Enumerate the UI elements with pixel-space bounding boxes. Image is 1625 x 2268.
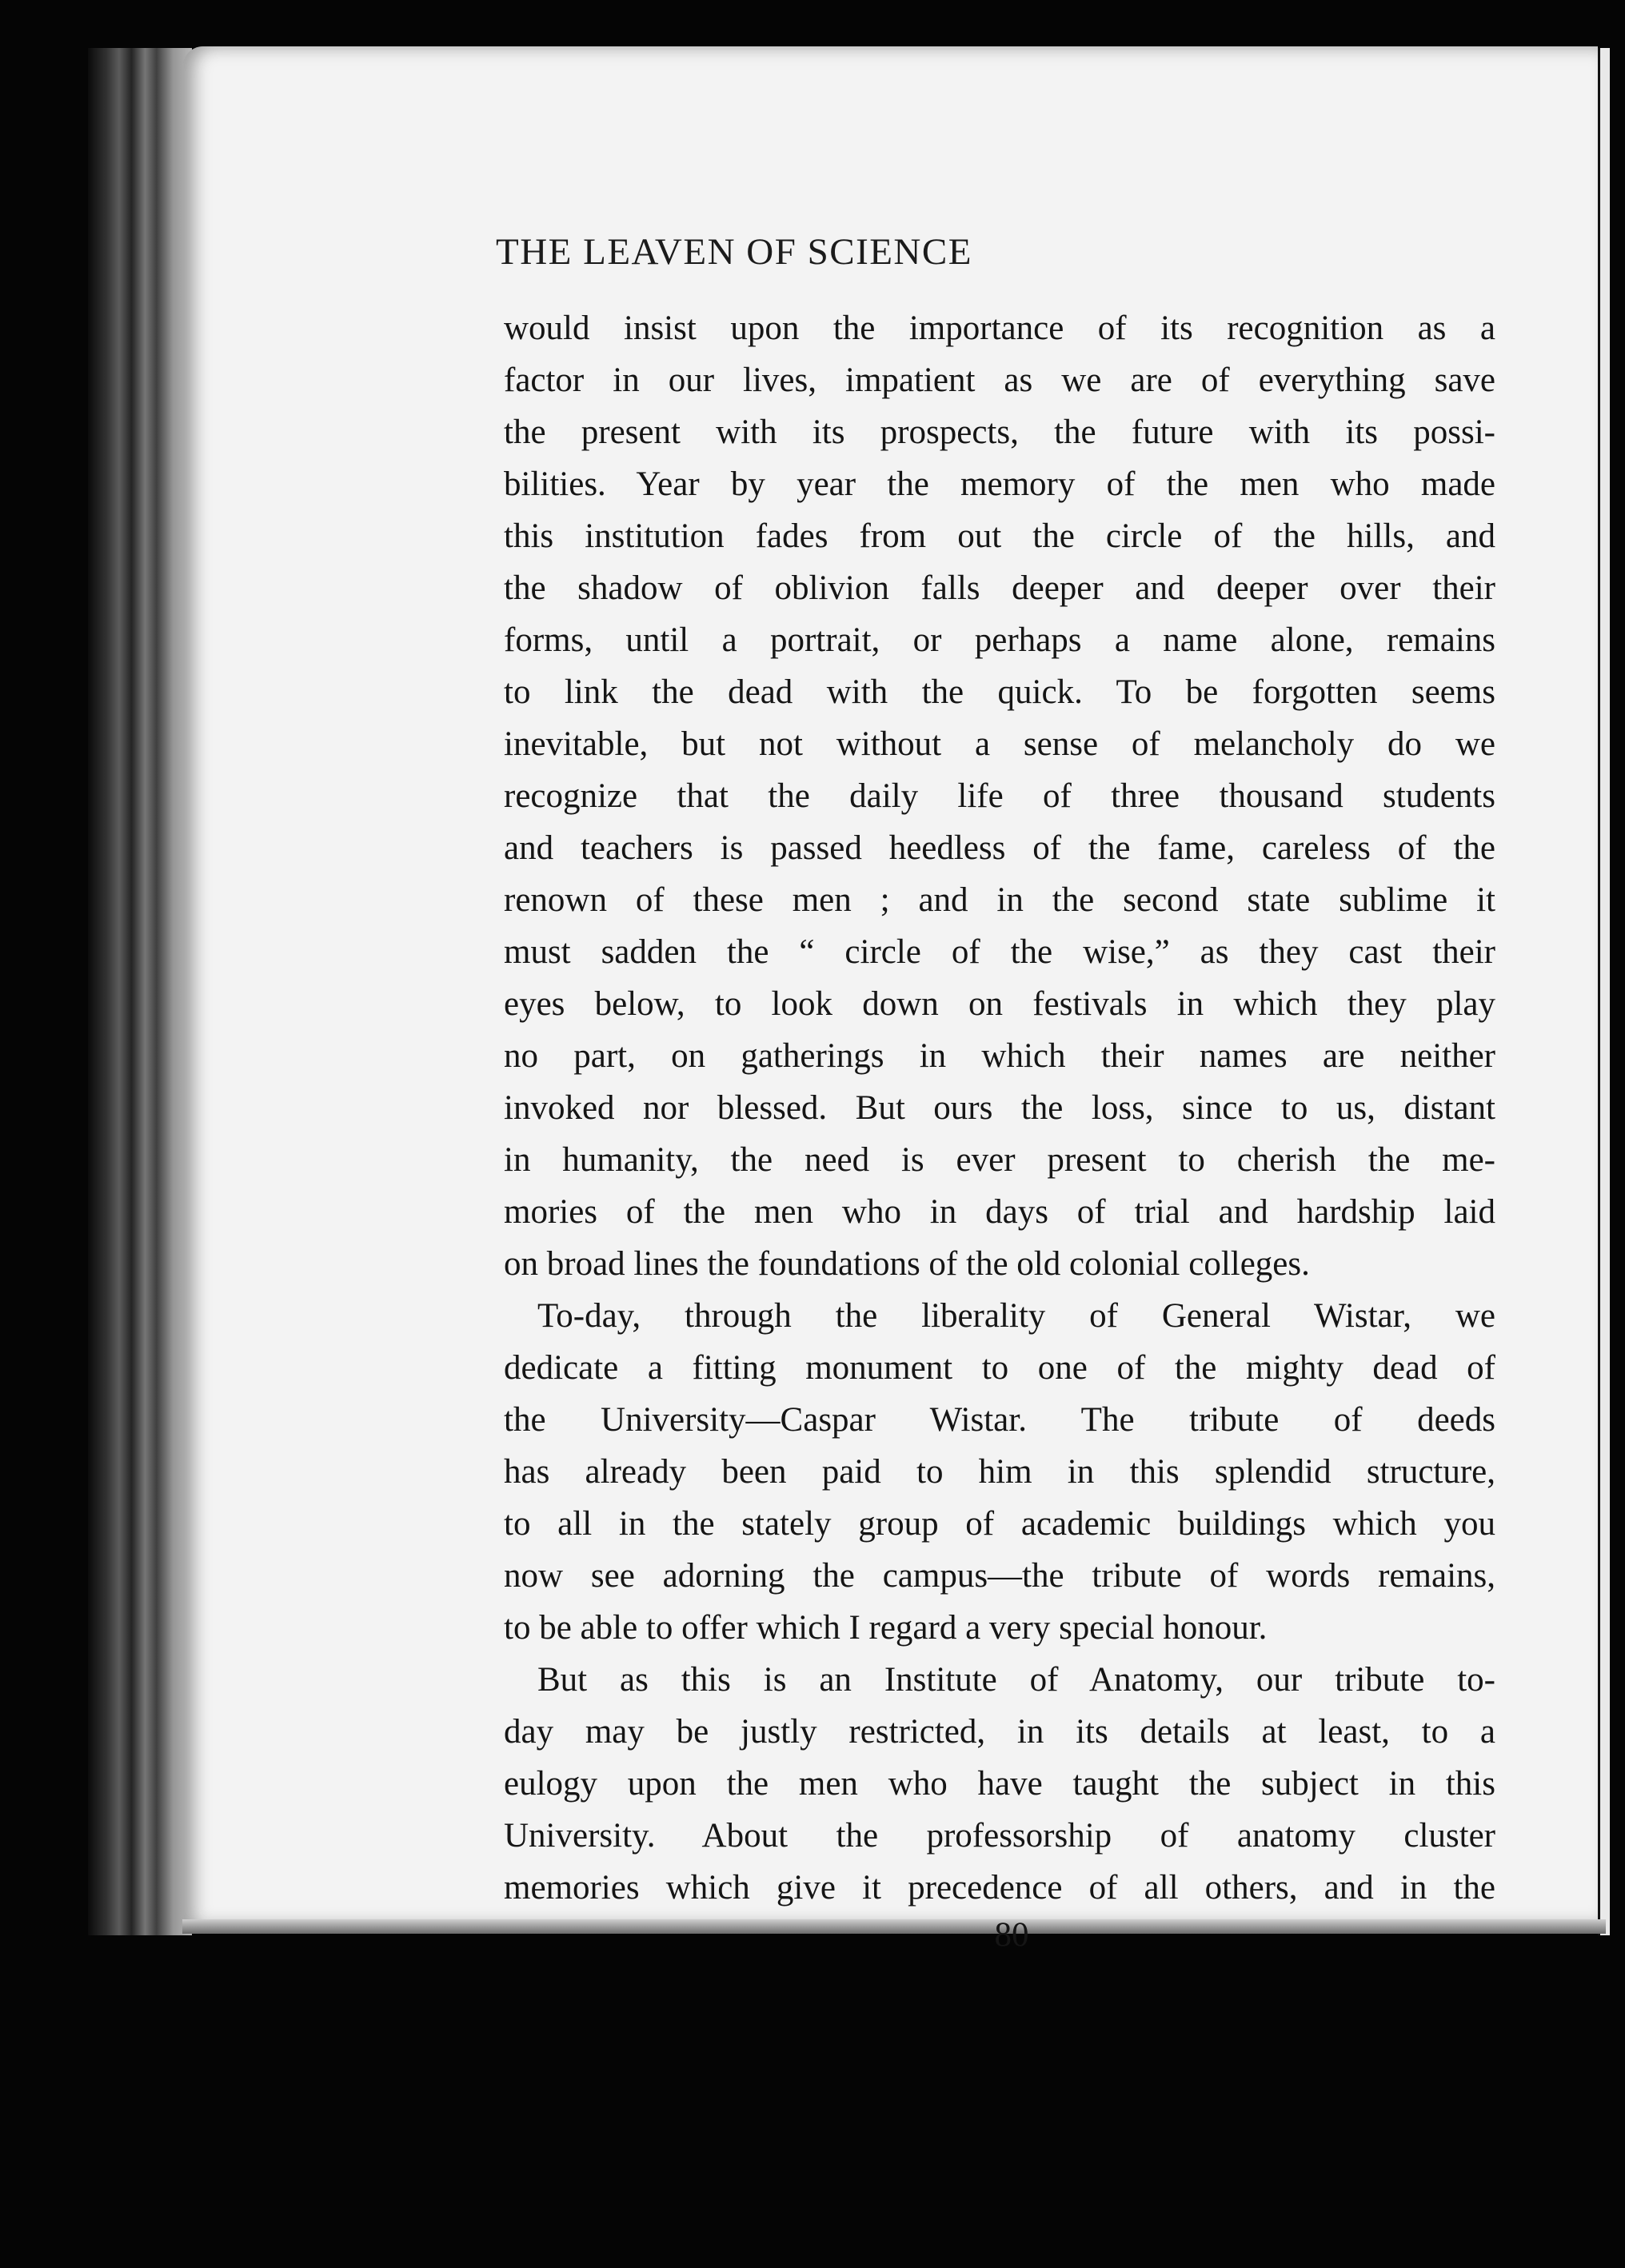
running-head: THE LEAVEN OF SCIENCE xyxy=(496,231,972,273)
text-line: forms, until a portrait, or perhaps a name alone, remains xyxy=(504,621,1495,659)
text-line: memories which give it precedence of all others, and in the xyxy=(504,1869,1495,1907)
text-line: factor in our lives, impatient as we are of everything save xyxy=(504,361,1495,399)
text-line: the shadow of oblivion falls deeper and deeper over their xyxy=(504,569,1495,607)
text-line: now see adorning the campus—the tribute of words remains, xyxy=(504,1557,1495,1595)
text-line: to be able to offer which I regard a very special honour. xyxy=(504,1609,1268,1647)
text-line: day may be justly restricted, in its details at least, to a xyxy=(504,1713,1495,1751)
text-line: and teachers is passed heedless of the fame, careless of the xyxy=(504,829,1495,867)
text-line: eulogy upon the men who have taught the subject in this xyxy=(504,1765,1495,1803)
text-line: mories of the men who in days of trial and hardship laid xyxy=(504,1193,1495,1231)
text-line: the University—Caspar Wistar. The tribute of deeds xyxy=(504,1401,1495,1439)
text-line: in humanity, the need is ever present to cherish the me- xyxy=(504,1141,1495,1179)
text-line: to link the dead with the quick. To be forgotten seems xyxy=(504,673,1495,711)
text-line: To-day, through the liberality of General Wistar, we xyxy=(537,1297,1495,1335)
text-line: University. About the professorship of anatomy cluster xyxy=(504,1817,1495,1855)
text-line: must sadden the “ circle of the wise,” as they cast their xyxy=(504,933,1495,971)
text-line: would insist upon the importance of its recognition as a xyxy=(504,309,1495,347)
text-line: this institution fades from out the circle of the hills, and xyxy=(504,517,1495,555)
text-line: eyes below, to look down on festivals in which they play xyxy=(504,985,1495,1023)
text-line: recognize that the daily life of three thousand students xyxy=(504,777,1495,815)
page-bottom-edge xyxy=(182,1919,1606,1934)
text-line: bilities. Year by year the memory of the men who made xyxy=(504,465,1495,503)
text-line: inevitable, but not without a sense of melancholy do we xyxy=(504,725,1495,763)
text-line: on broad lines the foundations of the old colonial colleges. xyxy=(504,1245,1310,1283)
text-line: renown of these men ; and in the second state sublime it xyxy=(504,881,1495,919)
text-line: invoked nor blessed. But ours the loss, since to us, distant xyxy=(504,1089,1495,1127)
page-number: 80 xyxy=(994,1916,1029,1954)
text-line: the present with its prospects, the future with its possi- xyxy=(504,413,1495,451)
page-right-edge xyxy=(1598,48,1610,1935)
text-line: has already been paid to him in this splendid structure, xyxy=(504,1453,1495,1491)
book-spine xyxy=(88,48,192,1935)
text-line: But as this is an Institute of Anatomy, our tribute to- xyxy=(537,1661,1495,1699)
text-line: dedicate a fitting monument to one of the mighty dead of xyxy=(504,1349,1495,1387)
text-line: to all in the stately group of academic buildings which you xyxy=(504,1505,1495,1543)
body-text xyxy=(504,302,1495,1914)
text-line: no part, on gatherings in which their names are neither xyxy=(504,1037,1495,1075)
